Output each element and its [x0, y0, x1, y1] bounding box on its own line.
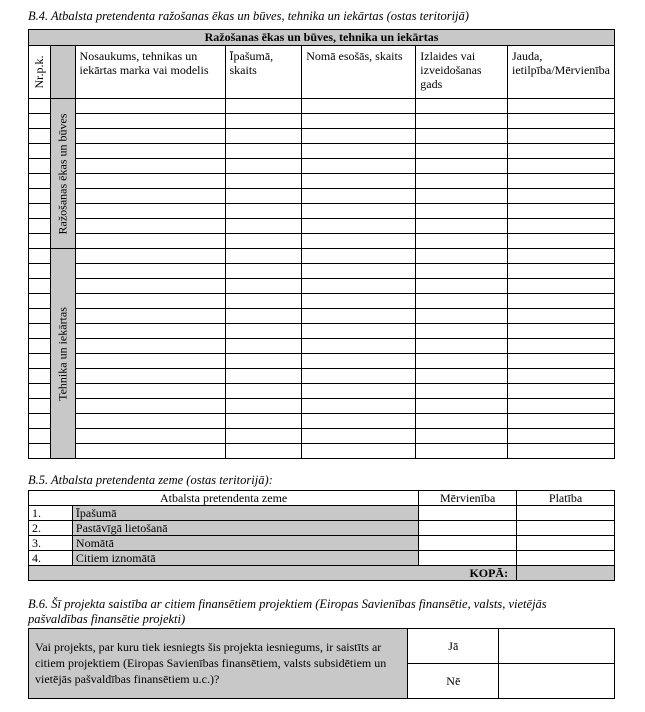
col-land: Atbalsta pretendenta zeme: [29, 491, 419, 506]
table-row: [29, 369, 615, 384]
col-rented: Nomā esošās, skaits: [302, 46, 416, 99]
col-unit: Mērvienība: [419, 491, 517, 506]
table-row: [29, 324, 615, 339]
table-row: [29, 399, 615, 414]
table-row: [29, 99, 615, 114]
total-label: KOPĀ:: [29, 566, 517, 581]
table-row: [29, 506, 615, 521]
col-year: Izlaides vai izveidošanas gads: [416, 46, 508, 99]
table-row: [29, 294, 615, 309]
table-row: [29, 414, 615, 429]
table-row: [29, 264, 615, 279]
group-buildings-label: Ražošanas ēkas un būves: [50, 99, 75, 249]
table-row: [29, 234, 615, 249]
table-row: [29, 444, 615, 459]
col-area: Platība: [517, 491, 615, 506]
row-label: Īpašumā: [72, 506, 418, 521]
b6-table: [28, 628, 615, 699]
group-equipment-label: Tehnika un iekārtas: [50, 249, 75, 459]
table-row: [29, 219, 615, 234]
table-row: [29, 309, 615, 324]
section-b4-title: B.4. Atbalsta pretendenta ražošanas ēkas un būves, tehnika un iekārtas (ostas teritorijā): [28, 9, 469, 23]
col-name: Nosaukums, tehnikas un iekārtas marka vai modelis: [75, 46, 225, 99]
section-b5-title: B.5. Atbalsta pretendenta zeme (ostas teritorijā):: [28, 473, 273, 487]
table-row: [29, 551, 615, 566]
table-row: [29, 354, 615, 369]
b4-table-header: Ražošanas ēkas un būves, tehnika un iekārtas: [29, 30, 615, 46]
b6-question: Vai projekts, par kuru tiek iesniegts šis projekta iesniegums, ir saistīts ar citiem projektiem (Eiropas Savienības finansētiem, valsts subsidētiem un vietējās pašvaldības finansētiem u.c.)?: [29, 629, 408, 699]
table-row: [29, 129, 615, 144]
table-row: [29, 279, 615, 294]
table-row: [29, 144, 615, 159]
table-row: [29, 429, 615, 444]
yes-answer-cell[interactable]: [499, 629, 615, 664]
col-nr: Nr.p.k.: [29, 46, 51, 99]
table-row: [29, 521, 615, 536]
table-row: [29, 249, 615, 264]
section-b6-title-line2: pašvaldības finansētie projekti): [28, 612, 186, 626]
table-row: [29, 114, 615, 129]
row-nr: 4.: [29, 551, 73, 566]
table-row: [29, 159, 615, 174]
section-b6-title-line1: B.6. Šī projekta saistība ar citiem finansētiem projektiem (Eiropas Savienības finansētie, valsts, vietējās: [28, 597, 547, 611]
table-row: [29, 536, 615, 551]
total-value: [517, 566, 615, 581]
col-capacity: Jauda, ietilpība/Mērvienība: [508, 46, 615, 99]
row-label: Citiem iznomātā: [72, 551, 418, 566]
no-answer-cell[interactable]: [499, 664, 615, 699]
row-label: Nomātā: [72, 536, 418, 551]
table-row: [29, 384, 615, 399]
no-label: Nē: [408, 664, 499, 699]
b4-table: [28, 29, 615, 459]
row-nr: 3.: [29, 536, 73, 551]
table-row: [29, 174, 615, 189]
table-row: [29, 204, 615, 219]
row-nr: 1.: [29, 506, 73, 521]
row-label: Pastāvīgā lietošanā: [72, 521, 418, 536]
col-group-spacer: [50, 46, 75, 99]
table-row: [29, 189, 615, 204]
yes-label: Jā: [408, 629, 499, 664]
b5-table: [28, 490, 615, 581]
table-row: [29, 339, 615, 354]
row-nr: 2.: [29, 521, 73, 536]
col-owned: Īpašumā, skaits: [225, 46, 302, 99]
